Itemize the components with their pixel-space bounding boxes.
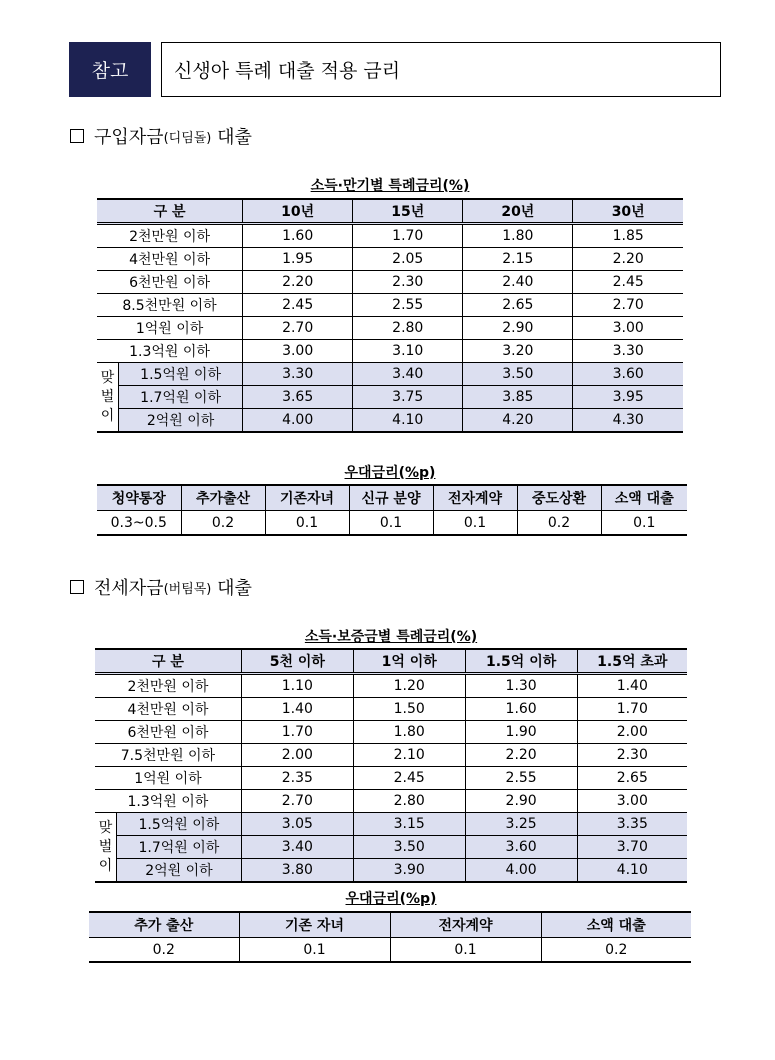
column-header: 1억 이하: [353, 649, 465, 674]
dual-income-label-char: 이: [100, 407, 115, 424]
rate-cell: 4.30: [573, 409, 683, 433]
rate-cell: 2.20: [573, 248, 683, 271]
row-label: 1.3억원 이하: [95, 790, 241, 813]
rate-cell: 1.70: [577, 698, 687, 721]
rate-cell: 1.95: [243, 248, 353, 271]
table-row: [95, 859, 687, 883]
rate-cell: 3.60: [573, 363, 683, 386]
column-header: 10년: [243, 199, 353, 224]
pref-rate-cell: 0.2: [152, 941, 175, 958]
rate-cell: 1.85: [573, 224, 683, 248]
rate-cell: 3.25: [465, 813, 577, 836]
rate-cell: 3.70: [577, 836, 687, 859]
row-label: 8.5천만원 이하: [97, 294, 243, 317]
pref-rate-cell: 0.2: [541, 938, 691, 963]
column-header: 신규 분양: [349, 485, 433, 511]
rate-cell: 3.15: [353, 813, 465, 836]
rate-cell: 4.20: [463, 409, 573, 433]
rate-cell: 1.80: [463, 224, 573, 248]
rate-cell: 2.45: [573, 271, 683, 294]
table-row: [97, 224, 683, 248]
table-row: [97, 340, 683, 363]
rate-cell: 3.95: [573, 386, 683, 409]
pref-rate-cell: 0.2: [517, 511, 601, 536]
column-header: 20년: [463, 199, 573, 224]
column-header: 기존 자녀: [239, 912, 390, 938]
column-header: 추가출산: [181, 485, 265, 511]
dual-income-label: [95, 813, 116, 883]
row-label: 1.7억원 이하: [116, 836, 241, 859]
table-row: [95, 813, 687, 836]
column-header: 추가 출산: [89, 912, 239, 938]
row-label: 4천만원 이하: [95, 698, 241, 721]
rate-cell: 4.10: [353, 409, 463, 433]
table-row: [97, 294, 683, 317]
rate-cell: 3.00: [573, 317, 683, 340]
column-header: 청약통장: [97, 485, 181, 511]
section-heading-purchase: [70, 123, 252, 149]
rate-cell: 1.70: [241, 721, 353, 744]
row-label: 6천만원 이하: [97, 271, 243, 294]
rate-cell: 1.60: [465, 698, 577, 721]
rate-cell: 3.85: [463, 386, 573, 409]
rate-cell: 2.30: [577, 744, 687, 767]
row-label: 2천만원 이하: [97, 224, 243, 248]
column-header: 중도상환: [517, 485, 601, 511]
pref-rate-cell: 0.1: [349, 511, 433, 536]
rate-cell: 3.60: [465, 836, 577, 859]
rate-cell: 4.00: [243, 409, 353, 433]
table-row: [95, 836, 687, 859]
table-header-row: [95, 649, 687, 674]
rate-cell: 2.70: [573, 294, 683, 317]
table-row: [95, 674, 687, 698]
rate-cell: 4.10: [577, 859, 687, 883]
rate-cell: 1.60: [243, 224, 353, 248]
rate-cell: 2.00: [577, 721, 687, 744]
pref-rate-cell: 0.1: [265, 511, 349, 536]
lease-pref-table: [89, 911, 691, 963]
column-header: 구 분: [95, 649, 241, 674]
rate-cell: 1.10: [241, 674, 353, 698]
table-row: [97, 271, 683, 294]
section-heading-text: 전세자금: [94, 578, 164, 599]
rate-cell: 3.40: [353, 363, 463, 386]
row-label: 2천만원 이하: [95, 674, 241, 698]
purchase-table-title: 소득·만기별 특례금리(%): [310, 178, 470, 194]
column-header: 기존자녀: [265, 485, 349, 511]
pref-rate-cell: 0.3~0.5: [110, 514, 167, 531]
rate-cell: 2.10: [353, 744, 465, 767]
table-header-row: [97, 199, 683, 224]
rate-cell: 2.55: [353, 294, 463, 317]
table-row: [89, 938, 691, 963]
dual-income-label: [97, 363, 119, 433]
pref-rate-cell: 0.1: [433, 511, 517, 536]
table-row: [97, 511, 687, 536]
column-header: 30년: [573, 199, 683, 224]
section-heading-suffix: 대출: [211, 578, 252, 599]
row-label: 1.7억원 이하: [119, 386, 243, 409]
rate-cell: 2.80: [353, 790, 465, 813]
dual-income-label-char: 맞: [100, 369, 115, 386]
row-label: 4천만원 이하: [97, 248, 243, 271]
table-row: [97, 317, 683, 340]
rate-cell: 3.80: [241, 859, 353, 883]
rate-cell: 3.50: [353, 836, 465, 859]
rate-cell: 1.40: [241, 698, 353, 721]
rate-cell: 3.05: [241, 813, 353, 836]
rate-cell: 3.35: [577, 813, 687, 836]
rate-cell: 3.75: [353, 386, 463, 409]
table-header-row: [89, 912, 691, 938]
pref-rate-cell: 0.1: [239, 938, 390, 963]
rate-cell: 3.40: [241, 836, 353, 859]
rate-cell: 1.80: [353, 721, 465, 744]
rate-cell: 2.80: [353, 317, 463, 340]
rate-cell: 2.05: [353, 248, 463, 271]
pref-rate-cell: 0.1: [601, 511, 687, 536]
column-header: 전자계약: [390, 912, 541, 938]
rate-cell: 3.10: [353, 340, 463, 363]
column-header: 전자계약: [433, 485, 517, 511]
table-row: [95, 721, 687, 744]
checkbox-square-icon: [70, 129, 84, 143]
table-row: [97, 248, 683, 271]
rate-cell: 3.90: [353, 859, 465, 883]
table-header-row: [97, 485, 687, 511]
rate-cell: 2.65: [463, 294, 573, 317]
reference-tag: 참고: [69, 42, 151, 97]
rate-cell: 1.90: [465, 721, 577, 744]
section-heading-lease: [70, 574, 252, 600]
rate-cell: 2.00: [241, 744, 353, 767]
column-header: 소액 대출: [601, 485, 687, 511]
column-header: 소액 대출: [541, 912, 691, 938]
rate-cell: 2.55: [465, 767, 577, 790]
rate-cell: 2.35: [241, 767, 353, 790]
dual-income-label-char: 벌: [100, 388, 115, 405]
rate-cell: 2.30: [353, 271, 463, 294]
rate-cell: 2.45: [353, 767, 465, 790]
column-header: 1.5억 초과: [577, 649, 687, 674]
rate-cell: 2.15: [463, 248, 573, 271]
row-label: 1.5억원 이하: [116, 813, 241, 836]
table-row: [95, 698, 687, 721]
dual-income-label-char: 벌: [98, 838, 113, 855]
rate-cell: 1.30: [465, 674, 577, 698]
dual-income-label-char: 맞: [98, 819, 113, 836]
rate-cell: 2.90: [465, 790, 577, 813]
lease-pref-title: 우대금리(%p): [345, 891, 437, 907]
rate-cell: 2.40: [463, 271, 573, 294]
section-heading-paren: (버팀목): [163, 581, 212, 597]
row-label: 2억원 이하: [116, 859, 241, 883]
table-row: [97, 386, 683, 409]
row-label: 1.5억원 이하: [119, 363, 243, 386]
page-title-text: 신생아 특례 대출 적용 금리: [174, 60, 401, 82]
purchase-pref-title: 우대금리(%p): [344, 465, 436, 481]
section-heading-paren: (디딤돌): [163, 130, 212, 146]
table-row: [95, 790, 687, 813]
section-heading-suffix: 대출: [211, 127, 252, 148]
rate-cell: 3.00: [243, 340, 353, 363]
rate-cell: 2.20: [465, 744, 577, 767]
rate-cell: 4.00: [465, 859, 577, 883]
purchase-rate-table: [97, 198, 683, 433]
rate-cell: 1.20: [353, 674, 465, 698]
row-label: 7.5천만원 이하: [95, 744, 241, 767]
table-row: [97, 409, 683, 433]
rate-cell: 1.40: [577, 674, 687, 698]
rate-cell: 3.00: [577, 790, 687, 813]
dual-income-label-char: 이: [98, 857, 113, 874]
rate-cell: 1.50: [353, 698, 465, 721]
purchase-pref-table: [97, 484, 687, 536]
rate-cell: 2.70: [241, 790, 353, 813]
table-row: [97, 363, 683, 386]
rate-cell: 3.30: [243, 363, 353, 386]
checkbox-square-icon: [70, 580, 84, 594]
lease-table-title: 소득·보증금별 특례금리(%): [304, 629, 478, 645]
rate-cell: 2.65: [577, 767, 687, 790]
row-label: 6천만원 이하: [95, 721, 241, 744]
pref-rate-cell: 0.1: [390, 938, 541, 963]
rate-cell: 3.20: [463, 340, 573, 363]
row-label: 1억원 이하: [95, 767, 241, 790]
pref-rate-cell: 0.2: [181, 511, 265, 536]
row-label: 2억원 이하: [119, 409, 243, 433]
column-header: 구 분: [97, 199, 243, 224]
row-label: 1억원 이하: [97, 317, 243, 340]
table-row: [95, 767, 687, 790]
rate-cell: 3.30: [573, 340, 683, 363]
page-title: [161, 42, 721, 97]
row-label: 1.3억원 이하: [97, 340, 243, 363]
section-heading-text: 구입자금: [94, 127, 164, 148]
table-row: [95, 744, 687, 767]
rate-cell: 2.90: [463, 317, 573, 340]
column-header: 1.5억 이하: [465, 649, 577, 674]
rate-cell: 2.70: [243, 317, 353, 340]
rate-cell: 1.70: [353, 224, 463, 248]
column-header: 15년: [353, 199, 463, 224]
rate-cell: 2.45: [243, 294, 353, 317]
rate-cell: 2.20: [243, 271, 353, 294]
rate-cell: 3.65: [243, 386, 353, 409]
lease-rate-table: [95, 648, 687, 883]
rate-cell: 3.50: [463, 363, 573, 386]
column-header: 5천 이하: [241, 649, 353, 674]
